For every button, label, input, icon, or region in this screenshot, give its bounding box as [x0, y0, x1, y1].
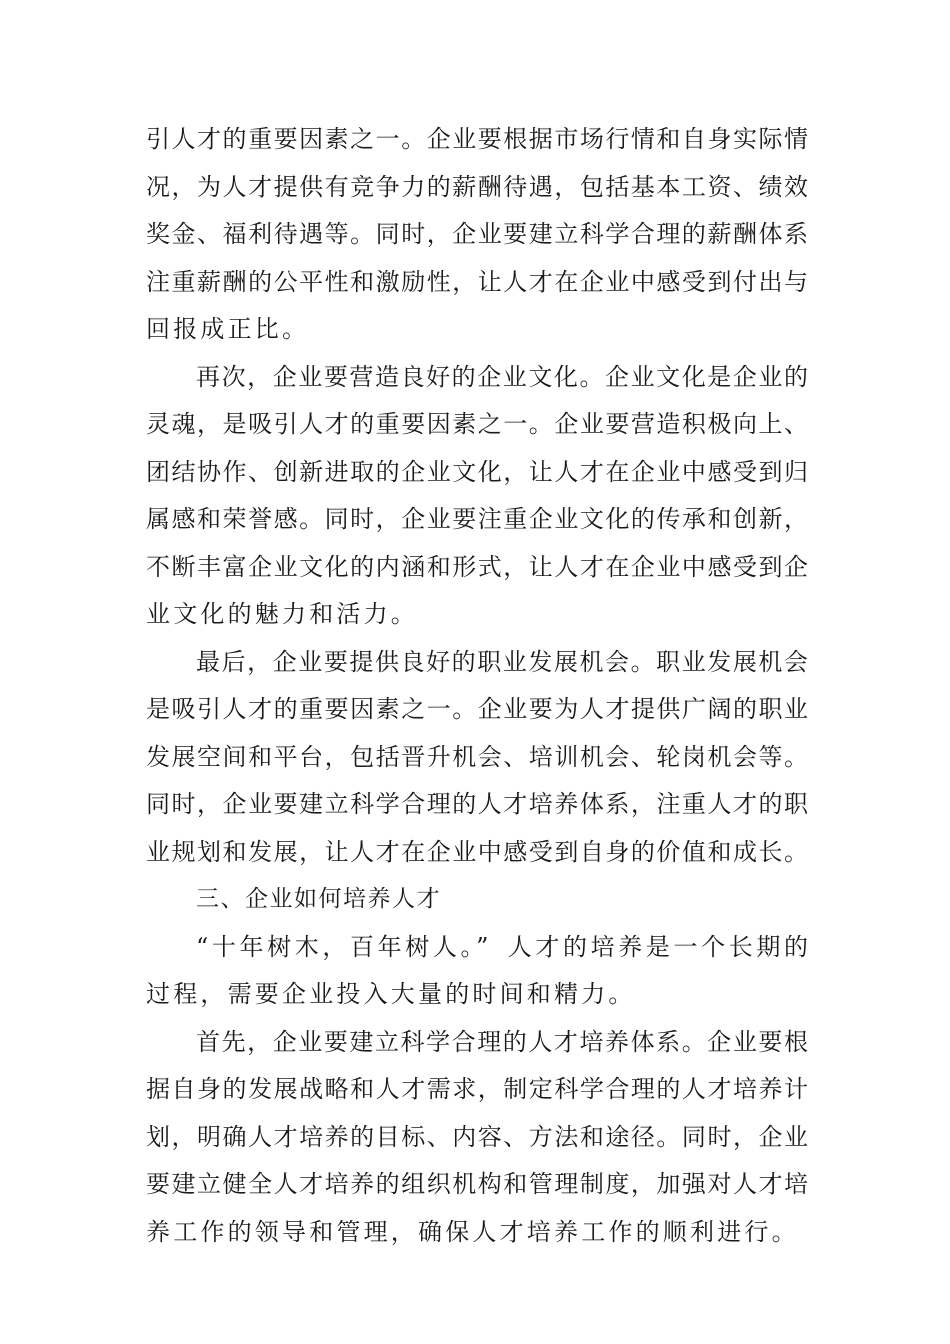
paragraph-start-line: 首先，企业要建立科学合理的人才培养体系。企业要根 — [196, 1027, 808, 1056]
text-line: 业文化的魅力和活力。 — [146, 600, 418, 628]
paragraph-start-line: “十年树木，百年树人。” 人才的培养是一个长期的 — [196, 932, 808, 961]
paragraph-start-line: 再次，企业要营造良好的企业文化。企业文化是企业的 — [196, 362, 808, 391]
text-line: 是吸引人才的重要因素之一。企业要为人才提供广阔的职业 — [146, 695, 808, 723]
paragraph-start-line: 最后，企业要提供良好的职业发展机会。职业发展机会 — [196, 647, 808, 676]
text-line: 业规划和发展，让人才在企业中感受到自身的价值和成长。 — [146, 837, 808, 866]
text-line: 灵魂，是吸引人才的重要因素之一。企业要营造积极向上、 — [146, 410, 808, 438]
text-line: 不断丰富企业文化的内涵和形式，让人才在企业中感受到企 — [146, 552, 808, 581]
text-line: 况，为人才提供有竞争力的薪酬待遇，包括基本工资、绩效 — [146, 172, 808, 201]
text-line: 发展空间和平台，包括晋升机会、培训机会、轮岗机会等。 — [146, 742, 808, 771]
document-page — [146, 116, 808, 1256]
text-line: 引人才的重要因素之一。企业要根据市场行情和自身实际情 — [146, 125, 808, 153]
text-line: 据自身的发展战略和人才需求，制定科学合理的人才培养计 — [146, 1075, 808, 1103]
text-line: 奖金、福利待遇等。同时，企业要建立科学合理的薪酬体系 — [146, 220, 808, 248]
text-line: 过程，需要企业投入大量的时间和精力。 — [146, 980, 636, 1008]
text-line: 同时，企业要建立科学合理的人才培养体系，注重人才的职 — [146, 790, 808, 818]
text-line: 要建立健全人才培养的组织机构和管理制度，加强对人才培 — [146, 1170, 808, 1198]
text-line: 团结协作、创新进取的企业文化，让人才在企业中感受到归 — [146, 457, 808, 486]
section-heading: 三、企业如何培养人才 — [196, 886, 441, 912]
text-line: 回报成正比。 — [146, 315, 310, 343]
text-line: 注重薪酬的公平性和激励性，让人才在企业中感受到付出与 — [146, 267, 808, 296]
text-line: 属感和荣誉感。同时，企业要注重企业文化的传承和创新， — [146, 505, 808, 533]
text-line: 养工作的领导和管理，确保人才培养工作的顺利进行。 — [146, 1217, 799, 1246]
text-line: 划，明确人才培养的目标、内容、方法和途径。同时，企业 — [146, 1122, 808, 1151]
